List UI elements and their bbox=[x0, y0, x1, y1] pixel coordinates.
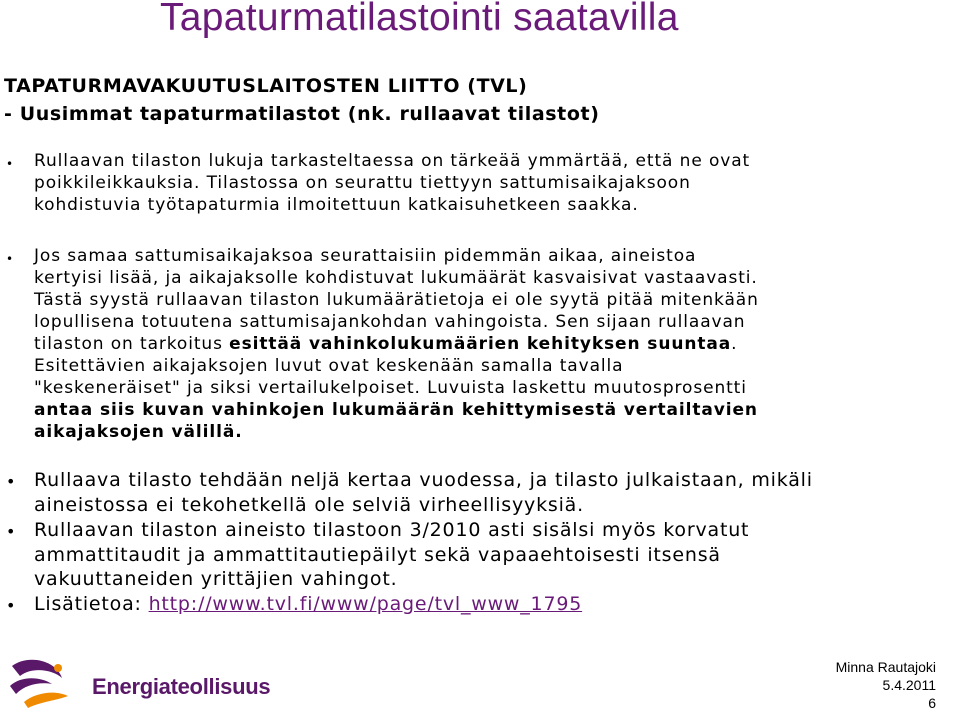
bullet-dot-icon: • bbox=[6, 157, 14, 171]
bullet-text-line: "keskeneräiset" ja siksi vertailukelpoiset. Luvuista laskettu muutosprosentti bbox=[34, 378, 747, 398]
page-number: 6 bbox=[928, 695, 936, 711]
bullet-text-line: kertyisi lisää, ja aikajaksolle kohdistuvat lukumäärät kasvaisivat vastaavasti. bbox=[34, 268, 758, 288]
bullet-dot-icon: • bbox=[6, 596, 17, 615]
subheading-line-1: TAPATURMAVAKUUTUSLAITOSTEN LIITTO (TVL) bbox=[4, 75, 528, 97]
bullet-text-line: Rullaavan tilaston lukuja tarkasteltaessa on tärkeää ymmärtää, että ne ovat bbox=[34, 151, 751, 171]
bullet-item-quarterly bbox=[0, 468, 960, 517]
more-info-link[interactable]: http://www.tvl.fi/www/page/tvl_www_1795 bbox=[148, 593, 583, 615]
bullet-text-line: Rullaavan tilaston aineisto tilastoon 3/2010 asti sisälsi myös korvatut bbox=[34, 519, 750, 541]
bullet-text-segment: tilaston on tarkoitus bbox=[34, 334, 230, 354]
footer-info bbox=[836, 658, 936, 712]
bullet-dot-icon: • bbox=[6, 522, 17, 541]
bullet-text-line: lopullisena totuutena sattumisajankohdan vahingoista. Sen sijaan rullaavan bbox=[34, 312, 746, 332]
footer-date: 5.4.2011 bbox=[882, 677, 936, 693]
company-logo bbox=[6, 656, 271, 704]
footer-author: Minna Rautajoki bbox=[835, 659, 936, 675]
bullet-text-line: Tästä syystä rullaavan tilaston lukumäärätietoja ei ole syytä pitää mitenkään bbox=[34, 290, 759, 310]
slide-title: Tapaturmatilastointi saatavilla bbox=[160, 0, 679, 39]
bullet-item-rolling-statistics bbox=[0, 150, 960, 216]
bullet-text-emphasis-line: antaa siis kuvan vahinkojen lukumäärän kehittymisestä vertailtavien bbox=[34, 400, 758, 420]
bullet-text-line: Jos samaa sattumisaikajaksoa seurattaisiin pidemmän aikaa, aineistoa bbox=[34, 246, 697, 266]
bullet-dot-icon: • bbox=[6, 472, 17, 491]
bullet-text-line: Rullaava tilasto tehdään neljä kertaa vuodessa, ja tilasto julkaistaan, mikäli bbox=[34, 469, 813, 491]
bullet-text-line: poikkileikkauksia. Tilastossa on seurattu tiettyyn sattumisaikajaksoon bbox=[34, 173, 691, 193]
subheading bbox=[4, 72, 599, 128]
bullet-text-line: ammattitaudit ja ammattitautiepäilyt sekä vapaaehtoisesti itsensä bbox=[34, 543, 721, 566]
bullet-item-more-info bbox=[0, 592, 960, 617]
bullet-text-line bbox=[34, 592, 960, 617]
subheading-line-2: - Uusimmat tapaturmatilastot (nk. rullaavat tilastot) bbox=[4, 103, 600, 125]
energiateollisuus-logo-icon bbox=[6, 656, 70, 708]
bullet-text-line bbox=[34, 333, 960, 355]
bullet-text-line: kohdistuvia työtapaturmia ilmoitettuun katkaisuhetkeen saakka. bbox=[34, 195, 639, 215]
bullet-text-segment: . bbox=[731, 334, 738, 354]
bullet-text-line: vakuuttaneiden yrittäjien vahingot. bbox=[34, 568, 398, 590]
bullet-item-longer-period bbox=[0, 245, 960, 443]
bullet-text-line: aineistossa ei tekohetkellä ole selviä virheellisyyksiä. bbox=[34, 493, 584, 516]
bullet-dot-icon: • bbox=[6, 252, 14, 266]
more-info-label: Lisätietoa: bbox=[34, 593, 149, 615]
bullet-item-occupational-diseases bbox=[0, 518, 960, 592]
bullet-text-line: Esitettävien aikajaksojen luvut ovat keskenään samalla tavalla bbox=[34, 356, 624, 376]
bullet-text-emphasis: esittää vahinkolukumäärien kehityksen suuntaa bbox=[229, 334, 732, 354]
logo-text: Energiateollisuus bbox=[92, 674, 271, 699]
bullet-text-emphasis-line: aikajaksojen välillä. bbox=[34, 422, 243, 442]
